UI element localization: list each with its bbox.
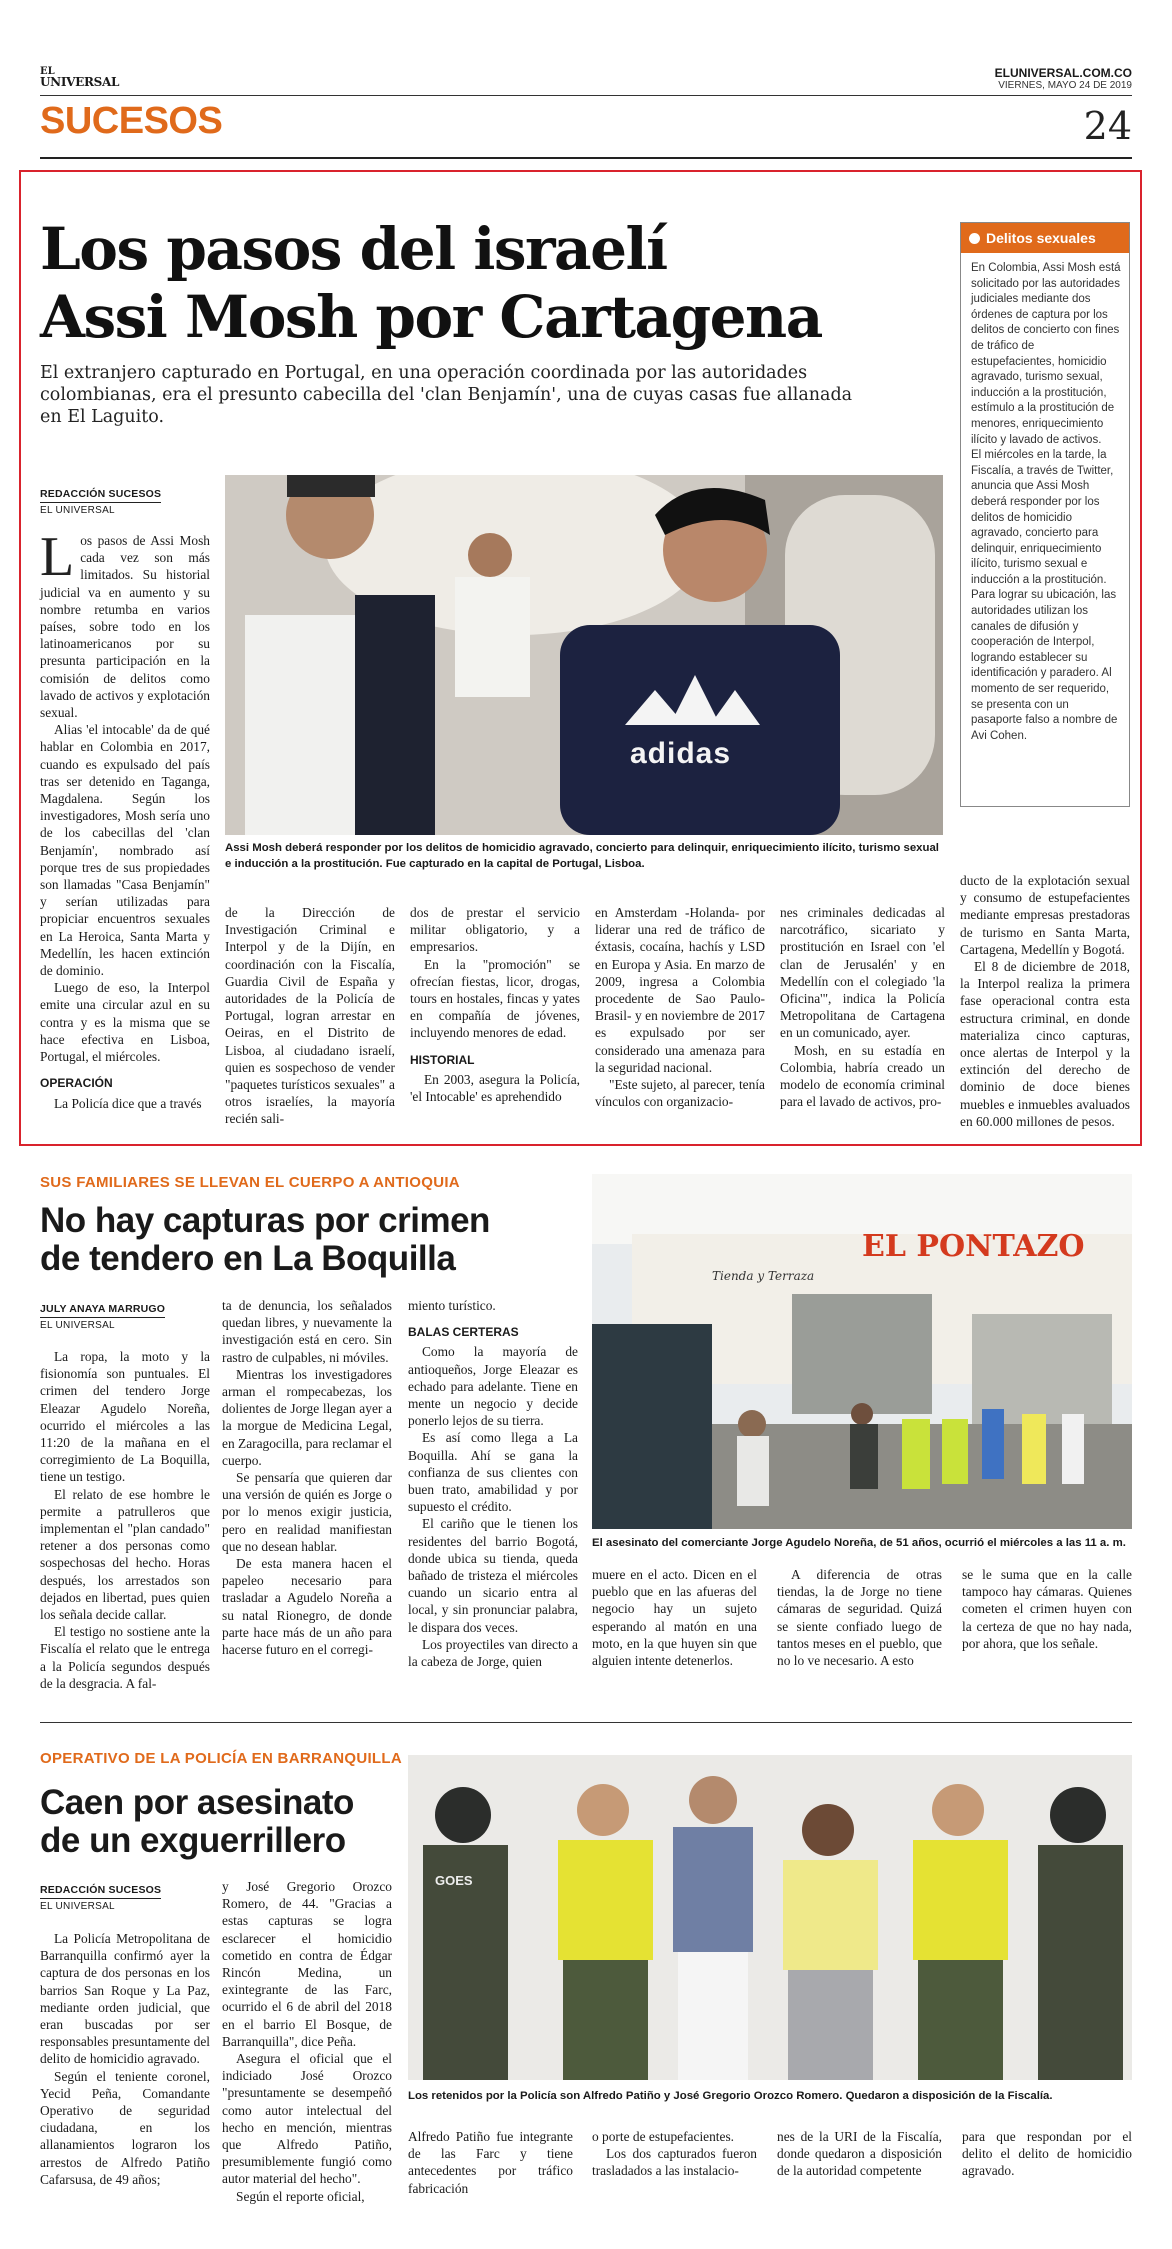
story2-paragraph: muere en el acto. Dicen en el pueblo que en las afueras del negocio hay un sujeto esperando al matón en una moto, en la que huyen sin que alguien intente detenerlos. [592,1567,757,1669]
story2-byline [40,1297,210,1331]
story1-paragraph: Luego de eso, la Interpol emite una circular azul en su contra y es la misma que se hace efectiva en Lisboa, Portugal, el miércoles. [40,980,210,1065]
story2-headline-line1: No hay capturas por crimen [40,1201,490,1240]
section-name: SUCESOS [40,100,223,142]
story2-paragraph: Se pensaría que quieren dar una versión de quién es Jorge o por lo menos exigir justicia, pero en realidad manifiestan que no desean hablar. [222,1470,392,1554]
story3-paragraph: Los dos capturados fueron trasladados a las instalacio- [592,2146,757,2179]
story1-paragraph: de la Dirección de Investigación Criminal e Interpol y de la Dijín, en coordinación con la Fiscalía, Guardia Civil de España y autoridades de la Policía de Portugal, logran arrestar en Oeiras, en el Distrito de Lisboa, al ciudadano israelí, quien es sospechoso de vender "paquetes turísticos sexuales" a otros israelíes, la mayoría recién sali- [225,905,395,1127]
bullet-icon [969,233,980,244]
story2-paragraph: El testigo no sostiene ante la Fiscalía el relato que le entrega a la Policía segundos después de la desgracia. A fal- [40,1624,210,1691]
story1-subhead: HISTORIAL [410,1052,475,1067]
story1-paragraph: En la "promoción" se ofrecían fiestas, licor, drogas, tours en hostales, fincas y yates en compañía de jóvenes, incluyendo menores de edad. [410,956,580,1041]
byline-org: EL UNIVERSAL [40,1320,115,1331]
story1-column-1 [40,526,210,1112]
photo-brand-text: adidas [630,737,732,770]
story1-paragraph: Alias 'el intocable' da de qué hablar en Colombia en 2017, cuando es expulsado del país tras ser detenido en Taganga, Magdalena. Según los investigadores, Mosh sería uno de los cabecillas del 'clan Benjamín', nombrado así porque tres de sus propiedades son llamadas "Casa Benjamín" y serían utilizadas para propiciar encuentros sexuales en La Heroica, Santa Marta y Medellín, les hacen extinción de dominio. [40,722,210,979]
sidebar-body [961,253,1129,744]
logo [40,66,119,88]
story1-photo [225,475,943,835]
masthead-rule [40,95,1132,96]
photo-illustration [408,1755,1132,2080]
story3-paragraph: Asegura el oficial que el indiciado José Orozco "presuntamente se desempeñó como autor intelectual del hecho en mención, mientras que Alfredo Patiño, presumiblemente fungió como autor material del hecho". [222,2051,392,2187]
story2-paragraph: Mientras los investigadores arman el rompecabezas, los dolientes de Jorge llegan ayer a la morgue de Medicina Legal, en Zaragocilla, para reclamar el cuerpo. [222,1366,392,1468]
sidebar-paragraph: En Colombia, Assi Mosh está solicitado por las autoridades judiciales mediante dos órdenes de captura por los delitos de concierto con fines de tráfico de estupefacientes, homicidio agravado, turismo sexual, inducción a la prostitución, estímulo a la prostitución de menores, enriquecimiento ilícito y lavado de activos. [971,262,1121,446]
story3-paragraph: Alfredo Patiño fue integrante de las Farc y tiene antecedentes por tráfico fabricación [408,2129,573,2196]
story2-paragraph: De esta manera hacen el papeleo necesario para trasladar a Agudelo Noreña a su natal Rionegro, de donde parte hace más de un año para hacerse futuro en el corregi- [222,1556,392,1658]
byline-name: REDACCIÓN SUCESOS [40,1884,161,1899]
story2-subhead: BALAS CERTERAS [408,1325,519,1340]
logo-line1: EL [40,66,55,77]
story2-kicker: SUS FAMILIARES SE LLEVAN EL CUERPO A ANTIOQUIA [40,1174,460,1191]
photo-badge-text: GOES [435,1873,473,1888]
story3-kicker: OPERATIVO DE LA POLICÍA EN BARRANQUILLA [40,1750,402,1767]
masthead [40,62,1132,96]
story1-headline-line1: Los pasos del israelí [40,215,667,283]
story1-paragraph: La Policía dice que a través [54,1095,202,1111]
story2-headline-line2: de tendero en La Boquilla [40,1239,456,1278]
story3-column-6 [962,2128,1132,2180]
byline-org: EL UNIVERSAL [40,505,115,516]
story1-headline [40,215,940,351]
story2-column-6 [962,1566,1132,1652]
section-rule [40,157,1132,159]
story3-paragraph: y José Gregorio Orozco Romero, de 44. "Gracias a estas capturas se logra esclarecer el homicidio cometido en contra de Édgar Rincón Medina, un exintegrante de las Farc, ocurrido el 6 de abril del 2018 en el barrio El Bosque, de Barranquilla", dice Peña. [222,1879,392,2049]
story2-photo [592,1174,1132,1529]
story1-column-3 [410,904,580,1105]
story1-paragraph: El 8 de diciembre de 2018, la Interpol realiza la primera fase operacional contra esta estructura criminal, en donde materializa cinco capturas, once alertas de Interpol y la extinción del derecho de dominio de doce bienes muebles e inmuebles avaluados en 60.000 millones de pesos. [960,959,1130,1129]
photo-illustration [592,1174,1132,1529]
issue-date: VIERNES, MAYO 24 DE 2019 [998,80,1132,91]
story1-paragraph: Mosh, en su estadía en Colombia, habría creado un modelo de economía criminal para el lavado de activos, pro- [780,1042,945,1110]
photo-sign-text: Tienda y Terraza [712,1269,815,1283]
story2-paragraph: Como la mayoría de antioqueños, Jorge Eleazar es echado para adelante. Tiene en mente un negocio y decide ponerlo lejos de su tierra. [408,1344,578,1429]
site-url: ELUNIVERSAL.COM.CO [994,66,1132,80]
story2-column-2 [222,1297,392,1658]
story3-paragraph: Según el teniente coronel, Yecid Peña, Comandante Operativo de seguridad ciudadana, en los allanamientos lograron los arrestos de Alfredo Patiño Cafarsusa, de 49 años; [40,2068,210,2187]
story1-byline [40,482,190,516]
story1-column-6 [960,872,1130,1130]
sidebar-header [961,223,1129,253]
story3-column-1 [40,1930,210,2188]
story3-photo [408,1755,1132,2080]
story2-paragraph: El relato de ese hombre le permite a patrulleros que implementan el "plan candado" retener a dos personas como sospechosas del hecho. Horas después, los arrestados son dejados en libertad, pues quien los señala decide callar. [40,1486,210,1623]
story2-paragraph: miento turístico. [408,1298,496,1313]
story3-column-3 [408,2128,573,2197]
story2-column-4 [592,1566,757,1669]
story3-column-2 [222,1878,392,2205]
sidebar-title: Delitos sexuales [986,230,1096,246]
story1-paragraph: "Este sujeto, al parecer, tenía vínculos con organizacio- [595,1077,765,1110]
page-number: 24 [1083,104,1132,148]
story1-paragraph-text: os pasos de Assi Mosh cada vez son más limitados. Su historial judicial va en aumento y su nombre retumba en varios países, sobre todo en los latinoamericanos por su presunta participación en la comisión de delitos como lavado de activos y explotación sexual. [40,533,210,721]
story2-paragraph: Los proyectiles van directo a la cabeza de Jorge, quien [408,1636,578,1670]
story2-paragraph: se le suma que en la calle tampoco hay cámaras. Quienes cometen el crimen huyen con la certeza de que no hay nada, por ahora, que los señale. [962,1567,1132,1651]
photo-illustration [225,475,943,835]
story1-paragraph: dos de prestar el servicio militar obligatorio, y a empresarios. [410,905,580,955]
story1-photo-caption: Assi Mosh deberá responder por los delitos de homicidio agravado, concierto para delinquir, enriquecimiento ilícito, turismo sexual e inducción a la prostitución. Fue capturado en la capital de Portugal, Lisboa. [225,842,939,870]
story1-paragraph: En 2003, asegura la Policía, 'el Intocable' es aprehendido [410,1071,580,1105]
story2-paragraph: Es así como llega a La Boquilla. Ahí se gana la confianza de sus clientes con buen trato, amabilidad y por supuesto el crédito. [408,1430,578,1515]
story2-paragraph: A diferencia de otras tiendas, la de Jorge no tiene cámaras de seguridad. Quizá se siente confiado luego de tantos meses en el pueblo, que no lo ve necesario. A esto [777,1567,942,1669]
story3-paragraph: La Policía Metropolitana de Barranquilla confirmó ayer la captura de dos personas en los barrios San Roque y La Paz, mediante orden judicial, que eran buscadas por ser responsables presuntamente del delito de homicidio agravado. [40,1931,210,2067]
story2-column-3 [408,1297,578,1670]
story1-column-5 [780,904,945,1110]
story1-deck: El extranjero capturado en Portugal, en una operación coordinada por las autoridades colombianas, era el presunto cabecilla del 'clan Benjamín', una de cuyas casas fue allanada en El Laguito. [40,363,853,427]
sidebar-box [960,222,1130,807]
story3-headline-line1: Caen por asesinato [40,1783,354,1822]
story3-photo-caption: Los retenidos por la Policía son Alfredo Patiño y José Gregorio Orozco Romero. Quedaron a disposición de la Fiscalía. [408,2090,1053,2102]
story2-paragraph: La ropa, la moto y la fisionomía son puntuales. El crimen del tendero Jorge Eleazar Agudelo Noreña, ocurrido el miércoles a las 11:20 de la mañana en el corregimiento de La Boquilla, tiene un testigo. [40,1349,210,1485]
story3-byline [40,1878,210,1912]
story2-headline [40,1202,580,1278]
dropcap: L [40,526,75,588]
story3-paragraph: Según el reporte oficial, [236,2188,365,2204]
story1-headline-line2: Assi Mosh por Cartagena [40,283,822,351]
story1-paragraph: en Amsterdam -Holanda- por liderar una red de tráfico de éxtasis, cocaína, hachís y LSD en Europa y Asia. En marzo de 2009, ingresa a Colombia procedente de Sao Paulo-Brasil- y en noviembre de 2017 es expulsado por ser considerado una amenaza para la seguridad nacional. [595,905,765,1075]
story3-column-4 [592,2128,757,2180]
story1-paragraph: nes criminales dedicadas al narcotráfico, sicariato y prostitución en Israel con 'el clan de Jerusalén' y en Medellín con el colegiado 'la Oficina'", indica la Policía Metropolitana de Cartagena en un comunicado, ayer. [780,905,945,1041]
story2-column-1 [40,1348,210,1692]
story1-paragraph: ducto de la explotación sexual y consumo de estupefacientes mediante empresas prestadoras de turismo en Santa Marta, Cartagena, Medellín y Bogotá. [960,873,1130,957]
story2-paragraph: ta de denuncia, los señalados quedan libres, y nuevamente la investigación está en cero. Sin rastro de culpables, ni móviles. [222,1298,392,1365]
story3-paragraph: o porte de estupefacientes. [592,2129,735,2144]
story3-headline [40,1784,370,1860]
photo-sign-text: EL PONTAZO [862,1229,1085,1264]
byline-name: REDACCIÓN SUCESOS [40,488,161,503]
story3-paragraph: para que respondan por el delito el delito de homicidio agravado. [962,2129,1132,2179]
story1-column-2 [225,904,395,1128]
story2-paragraph: El cariño que le tienen los residentes del barrio Bogotá, donde ubica su tienda, queda bañado de tristeza el miércoles cuando un sicario entra al local, y sin pronunciar palabra, le dispara dos veces. [408,1516,578,1635]
story1-paragraph [40,526,210,721]
story2-photo-caption: El asesinato del comerciante Jorge Agudelo Noreña, de 51 años, ocurrió el miércoles a las 11 a. m. [592,1537,1126,1549]
logo-line2: UNIVERSAL [40,75,120,89]
byline-name: JULY ANAYA MARRUGO [40,1303,165,1318]
story1-subhead: OPERACIÓN [40,1076,113,1091]
story-divider [40,1722,1132,1723]
story3-headline-line2: de un exguerrillero [40,1821,346,1860]
sidebar-paragraph: El miércoles en la tarde, la Fiscalía, a través de Twitter, anuncia que Assi Mosh deberá responder por los delitos de homicidio agravado, concierto para delinquir, enriquecimiento ilícito, turismo sexual e inducción a la prostitución. [971,449,1114,586]
sidebar-paragraph: Para lograr su ubicación, las autoridades utilizan los canales de difusión y cooperación de Interpol, logrando establecer su identificación y paradero. Al momento de ser requerido, se presenta con un pasaporte falso a nombre de Avi Cohen. [971,589,1118,742]
byline-org: EL UNIVERSAL [40,1901,115,1912]
story1-column-4 [595,904,765,1110]
story3-column-5 [777,2128,942,2180]
story3-paragraph: nes de la URI de la Fiscalía, donde quedaron a disposición de la autoridad competente [777,2129,942,2179]
story2-column-5 [777,1566,942,1669]
